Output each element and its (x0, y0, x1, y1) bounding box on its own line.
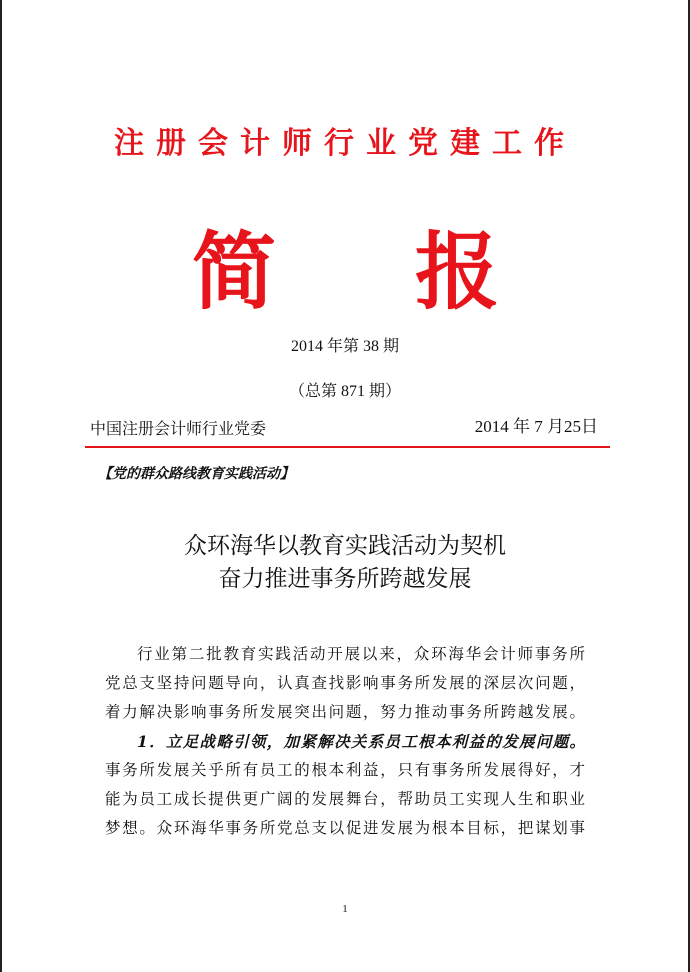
article-body (105, 640, 585, 843)
article-title-line-1: 众环海华以教育实践活动为契机 (184, 533, 506, 559)
page-number: 1 (342, 903, 348, 915)
article-title-line-2: 奋力推进事务所跨越发展 (218, 566, 472, 592)
issue-number: 2014 年第 38 期 (290, 338, 399, 355)
issuer: 中国注册会计师行业党委 (90, 419, 267, 438)
section-heading: 1．立足战略引领，加紧解决关系员工根本利益的发展问题。 (137, 732, 585, 751)
article-title (0, 530, 690, 596)
body-line: 能为员工成长提供更广阔的发展舞台，帮助员工实现人生和职业 (105, 790, 585, 808)
body-line: 事务所发展关乎所有员工的根本利益，只有事务所发展得好，才 (105, 761, 585, 779)
body-line: 着力解决影响事务所发展突出问题，努力推动事务所跨越发展。 (105, 703, 585, 721)
column-tag: 【党的群众路线教育实践活动】 (98, 466, 294, 482)
issue-date: 2014 年 7 月25日 (474, 417, 598, 436)
red-divider (85, 446, 610, 448)
header-title (0, 205, 690, 321)
body-line: 行业第二批教育实践活动开展以来，众环海华会计师事务所 (137, 645, 585, 663)
header-title-char-1: 简 (192, 222, 277, 321)
header-title-char-2: 报 (415, 222, 500, 321)
body-line: 党总支坚持问题导向，认真查找影响事务所发展的深层次问题， (105, 674, 585, 692)
total-issue-number: （总第 871 期） (288, 383, 401, 400)
body-line: 梦想。众环海华事务所党总支以促进发展为根本目标，把谋划事 (105, 819, 585, 837)
header-org-title: 注册会计师行业党建工作 (114, 126, 576, 161)
